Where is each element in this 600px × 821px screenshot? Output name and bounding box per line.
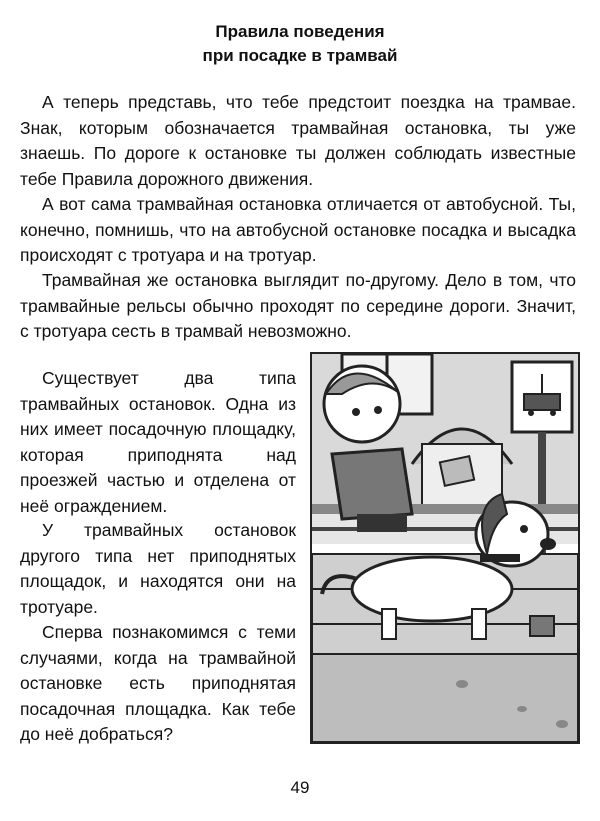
paragraph-6-text: Сперва познакомимся с теми случаями, когда на трамвайной остановке есть приподнятая посадочная площадка. Как тебе до неё добраться? bbox=[20, 622, 296, 744]
paragraph-3-text: Трамвайная же остановка выглядит по-другому. Дело в том, что трамвайные рельсы обычно проходят по середине дороги. Значит, с тротуара сесть в трамвай невозможно. bbox=[20, 270, 576, 341]
paragraph-2-text: А вот сама трамвайная остановка отличается от автобусной. Ты, конечно, помнишь, что на автобусной остановке посадка и высадка происходят с тротуара и на тротуар. bbox=[20, 194, 576, 265]
page-number: 49 bbox=[290, 778, 310, 797]
paragraph-2 bbox=[20, 192, 576, 269]
title-line-2: при посадке в трамвай bbox=[202, 46, 398, 65]
paragraph-3 bbox=[20, 268, 576, 345]
paragraph-4 bbox=[20, 366, 296, 519]
paragraph-6 bbox=[20, 620, 296, 748]
paragraph-4-text: Существует два типа трамвайных остановок. Одна из них имеет посадочную площадку, которая приподнята над проезжей частью и отделена от неё ограждением. bbox=[20, 368, 296, 516]
paragraph-1-text: А теперь представь, что тебе предстоит поездка на трамвае. Знак, которым обозначается трамвайная остановка, ты уже знаешь. По дороге к остановке ты должен соблюдать известные тебе Правила дорожного движения. bbox=[20, 92, 576, 189]
paragraph-5-text: У трамвайных остановок другого типа нет приподнятых площадок, и находятся они на тротуаре. bbox=[20, 520, 296, 617]
paragraph-5 bbox=[20, 518, 296, 620]
paragraph-1 bbox=[20, 90, 576, 192]
tram-stop-illustration bbox=[310, 352, 580, 744]
page-title bbox=[0, 20, 600, 68]
illustration-drawing bbox=[312, 354, 578, 742]
title-line-1: Правила поведения bbox=[215, 22, 385, 41]
